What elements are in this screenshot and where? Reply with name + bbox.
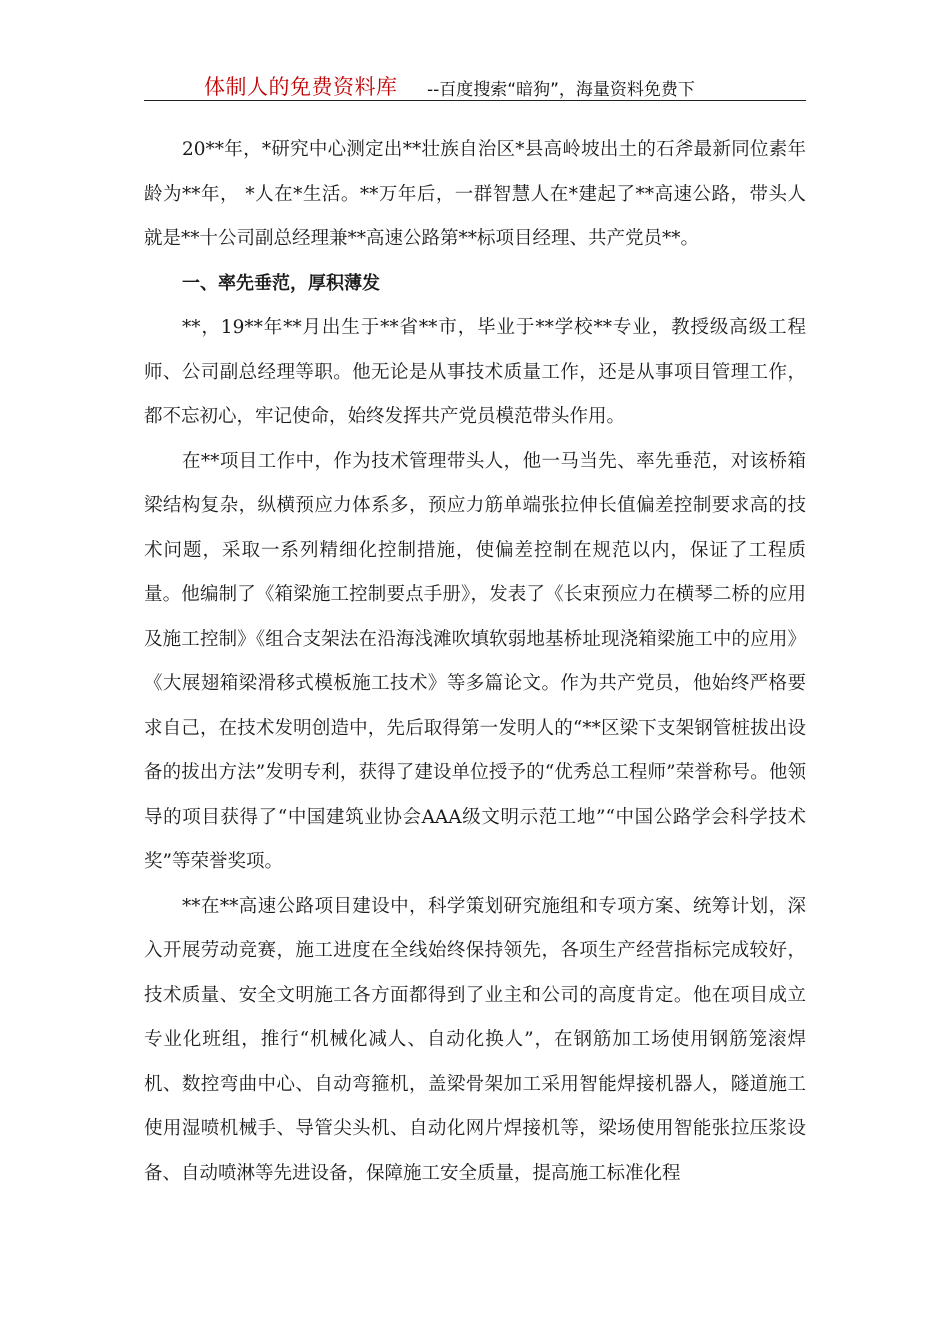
header-tagline: --百度搜索“暗狗”，海量资料免费下 (427, 80, 695, 100)
paragraph-intro: 20**年，*研究中心测定出**壮族自治区*县高岭坡出土的石斧最新同位素年龄为**年， *人在*生活。**万年后，一群智慧人在*建起了**高速公路，带头人就是**十公司副总经理兼**高速公路第**标项目经理、共产党员**。 (144, 139, 806, 249)
paragraph-technical: 在**项目工作中，作为技术管理带头人，他一马当先、率先垂范，对该桥箱梁结构复杂，纵横预应力体系多，预应力筋单端张拉伸长值偏差控制要求高的技术问题，采取一系列精细化控制措施，使偏差控制在规范以内，保证了工程质量。他编制了《箱梁施工控制要点手册》，发表了《长束预应力在横琴二桥的应用及施工控制》《组合支架法在沿海浅滩吹填软弱地基桥址现浇箱梁施工中的应用》《大展翅箱梁滑移式模板施工技术》等多篇论文。作为共产党员，他始终严格要求自己，在技术发明创造中，先后取得第一发明人的“**区梁下支架钢管桩拔出设备的拔出方法”发明专利，获得了建设单位授予的“优秀总工程师”荣誉称号。他领导的项目获得了“中国建筑业协会AAA级文明示范工地”“中国公路学会科学技术奖”等荣誉奖项。 (144, 450, 806, 872)
header-brand: 体制人的免费资料库 (204, 75, 398, 99)
paragraph-construction: **在**高速公路项目建设中，科学策划研究施组和专项方案、统筹计划，深入开展劳动竞赛，施工进度在全线始终保持领先，各项生产经营指标完成较好，技术质量、安全文明施工各方面都得到了业主和公司的高度肯定。他在项目成立专业化班组，推行“机械化减人、自动化换人”，在钢筋加工场使用钢筋笼滚焊机、数控弯曲中心、自动弯箍机，盖梁骨架加工采用智能焊接机器人，隧道施工使用湿喷机械手、导管尖头机、自动化网片焊接机等，梁场使用智能张拉压浆设备、自动喷淋等先进设备，保障施工安全质量，提高施工标准化程 (144, 895, 806, 1184)
paragraph-bio: **，19**年**月出生于**省**市，毕业于**学校**专业，教授级高级工程师、公司副总经理等职。他无论是从事技术质量工作，还是从事项目管理工作，都不忘初心，牢记使命，始终发挥共产党员模范带头作用。 (144, 317, 806, 427)
document-body (144, 128, 806, 1196)
section-heading: 一、率先垂范，厚积薄发 (182, 272, 380, 294)
page-header (144, 66, 806, 101)
